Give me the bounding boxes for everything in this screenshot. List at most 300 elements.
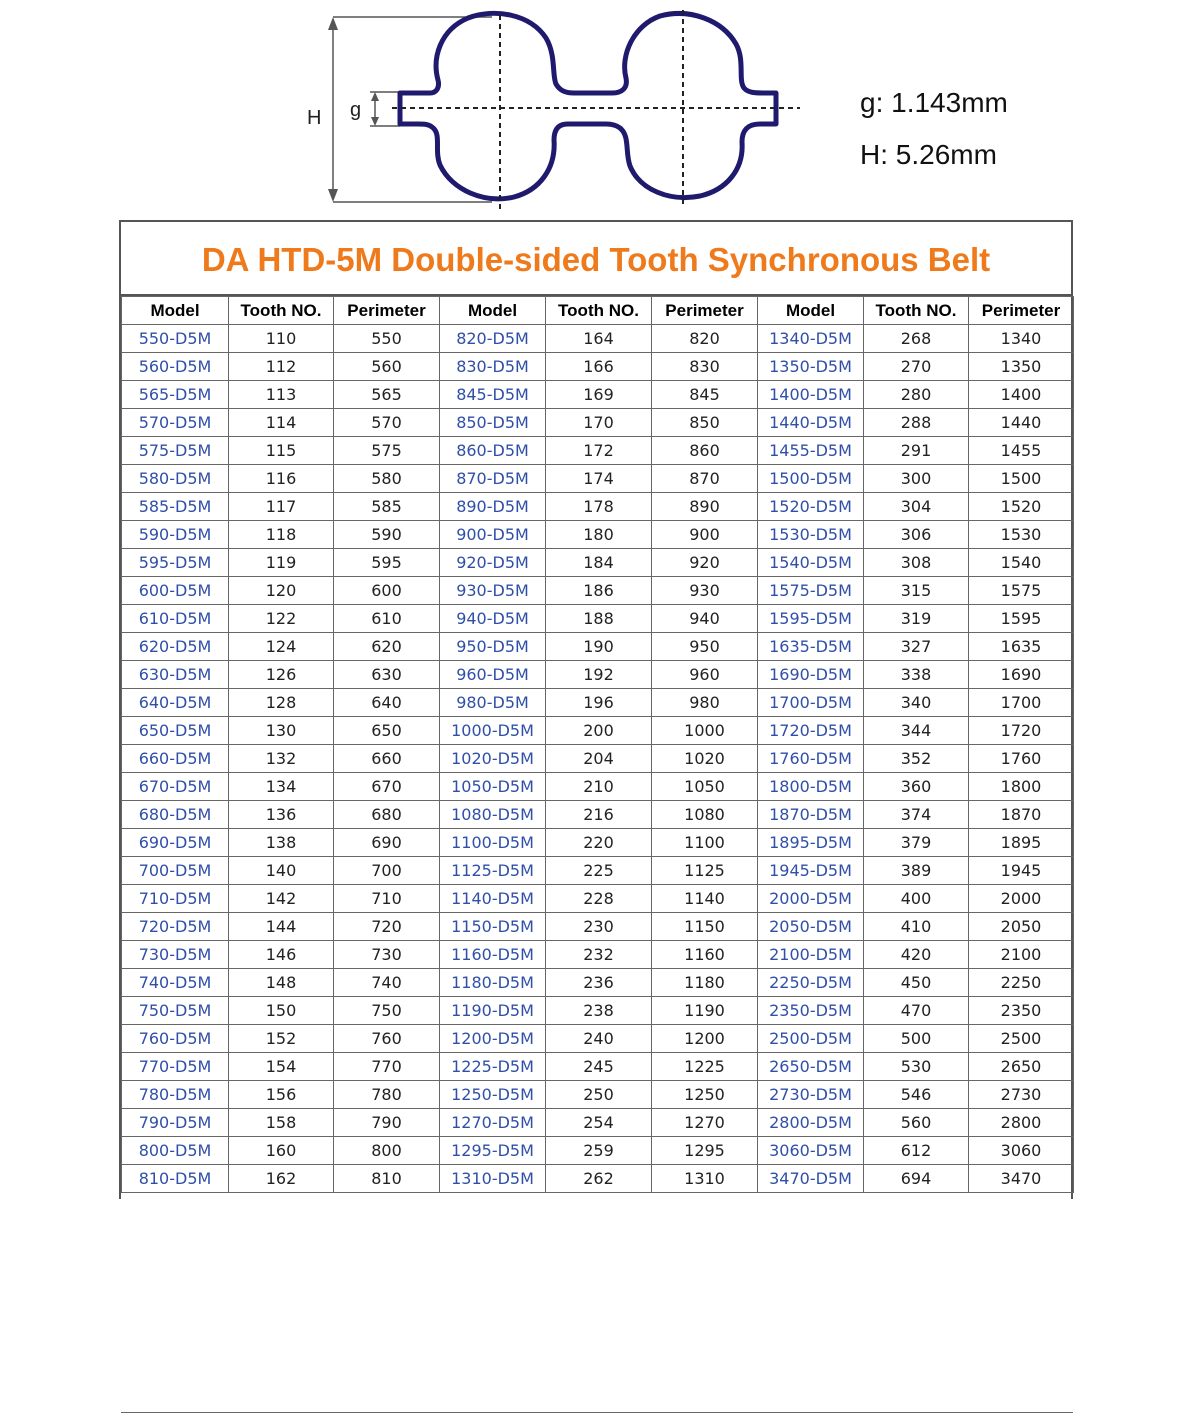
perimeter-cell: 940: [652, 605, 758, 633]
model-cell: 1270-D5M: [440, 1109, 546, 1137]
tooth-count-cell: 470: [864, 997, 969, 1025]
tooth-count-cell: 204: [546, 745, 652, 773]
model-cell: 1125-D5M: [440, 857, 546, 885]
perimeter-cell: 950: [652, 633, 758, 661]
table-row: [122, 1137, 1074, 1165]
tooth-count-cell: 132: [229, 745, 334, 773]
tooth-count-cell: 142: [229, 885, 334, 913]
tooth-count-cell: 228: [546, 885, 652, 913]
model-cell: 680-D5M: [122, 801, 229, 829]
model-cell: 620-D5M: [122, 633, 229, 661]
model-cell: 2650-D5M: [758, 1053, 864, 1081]
model-cell: 1720-D5M: [758, 717, 864, 745]
model-cell: 570-D5M: [122, 409, 229, 437]
tooth-count-cell: 162: [229, 1165, 334, 1193]
model-cell: 1150-D5M: [440, 913, 546, 941]
perimeter-cell: 1440: [969, 409, 1074, 437]
perimeter-cell: 2050: [969, 913, 1074, 941]
model-cell: 730-D5M: [122, 941, 229, 969]
perimeter-cell: 920: [652, 549, 758, 577]
perimeter-cell: 800: [334, 1137, 440, 1165]
model-cell: 2000-D5M: [758, 885, 864, 913]
model-cell: 640-D5M: [122, 689, 229, 717]
tooth-count-cell: 327: [864, 633, 969, 661]
perimeter-cell: 1340: [969, 325, 1074, 353]
tooth-count-cell: 694: [864, 1165, 969, 1193]
perimeter-cell: 630: [334, 661, 440, 689]
table-row: [122, 689, 1074, 717]
model-cell: 1350-D5M: [758, 353, 864, 381]
tooth-count-cell: 250: [546, 1081, 652, 1109]
model-cell: 2050-D5M: [758, 913, 864, 941]
tooth-count-cell: 240: [546, 1025, 652, 1053]
model-cell: 1440-D5M: [758, 409, 864, 437]
model-cell: 1945-D5M: [758, 857, 864, 885]
model-cell: 1520-D5M: [758, 493, 864, 521]
model-cell: 1595-D5M: [758, 605, 864, 633]
tooth-count-cell: 560: [864, 1109, 969, 1137]
tooth-count-cell: 232: [546, 941, 652, 969]
table-row: [122, 1025, 1074, 1053]
tooth-count-cell: 184: [546, 549, 652, 577]
g-label: g: [350, 99, 362, 121]
tooth-count-cell: 150: [229, 997, 334, 1025]
perimeter-cell: 620: [334, 633, 440, 661]
table-row: [122, 997, 1074, 1025]
tooth-count-cell: 156: [229, 1081, 334, 1109]
perimeter-cell: 1000: [652, 717, 758, 745]
model-cell: 1180-D5M: [440, 969, 546, 997]
tooth-count-cell: 130: [229, 717, 334, 745]
tooth-count-cell: 158: [229, 1109, 334, 1137]
tooth-count-cell: 192: [546, 661, 652, 689]
tooth-count-cell: 169: [546, 381, 652, 409]
tooth-count-cell: 200: [546, 717, 652, 745]
tooth-count-cell: 148: [229, 969, 334, 997]
model-cell: 810-D5M: [122, 1165, 229, 1193]
perimeter-cell: 2350: [969, 997, 1074, 1025]
model-cell: 720-D5M: [122, 913, 229, 941]
tooth-count-cell: 116: [229, 465, 334, 493]
tooth-count-cell: 186: [546, 577, 652, 605]
column-header: Tooth NO.: [546, 297, 652, 325]
perimeter-cell: 1520: [969, 493, 1074, 521]
tooth-count-cell: 138: [229, 829, 334, 857]
model-cell: 1530-D5M: [758, 521, 864, 549]
tooth-count-cell: 338: [864, 661, 969, 689]
perimeter-cell: 1800: [969, 773, 1074, 801]
perimeter-cell: 3470: [969, 1165, 1074, 1193]
perimeter-cell: 2800: [969, 1109, 1074, 1137]
model-cell: 590-D5M: [122, 521, 229, 549]
model-cell: 1870-D5M: [758, 801, 864, 829]
perimeter-cell: 1595: [969, 605, 1074, 633]
table-row: [122, 409, 1074, 437]
perimeter-cell: 700: [334, 857, 440, 885]
model-cell: 660-D5M: [122, 745, 229, 773]
tooth-count-cell: 300: [864, 465, 969, 493]
tooth-count-cell: 288: [864, 409, 969, 437]
model-cell: 940-D5M: [440, 605, 546, 633]
tooth-count-cell: 259: [546, 1137, 652, 1165]
model-cell: 2250-D5M: [758, 969, 864, 997]
tooth-count-cell: 164: [546, 325, 652, 353]
perimeter-cell: 660: [334, 745, 440, 773]
perimeter-cell: 1080: [652, 801, 758, 829]
table-row: [122, 717, 1074, 745]
model-cell: 870-D5M: [440, 465, 546, 493]
belt-size-table-panel: [119, 220, 1073, 1199]
model-cell: 580-D5M: [122, 465, 229, 493]
perimeter-cell: 1530: [969, 521, 1074, 549]
perimeter-cell: 2730: [969, 1081, 1074, 1109]
model-cell: 1000-D5M: [440, 717, 546, 745]
perimeter-cell: 1945: [969, 857, 1074, 885]
model-cell: 3470-D5M: [758, 1165, 864, 1193]
tooth-count-cell: 115: [229, 437, 334, 465]
tooth-count-cell: 140: [229, 857, 334, 885]
belt-profile-diagram: [0, 0, 1200, 220]
model-cell: 700-D5M: [122, 857, 229, 885]
table-row: [122, 829, 1074, 857]
column-header: Tooth NO.: [864, 297, 969, 325]
perimeter-cell: 680: [334, 801, 440, 829]
perimeter-cell: 590: [334, 521, 440, 549]
model-cell: 1760-D5M: [758, 745, 864, 773]
model-cell: 1100-D5M: [440, 829, 546, 857]
h-label: H: [307, 107, 322, 129]
perimeter-cell: 1295: [652, 1137, 758, 1165]
model-cell: 1310-D5M: [440, 1165, 546, 1193]
table-row: [122, 381, 1074, 409]
model-cell: 1575-D5M: [758, 577, 864, 605]
perimeter-cell: 1720: [969, 717, 1074, 745]
perimeter-cell: 585: [334, 493, 440, 521]
tooth-count-cell: 154: [229, 1053, 334, 1081]
perimeter-cell: 1575: [969, 577, 1074, 605]
model-cell: 1635-D5M: [758, 633, 864, 661]
table-bottom-edge: [121, 1412, 1073, 1425]
model-cell: 1700-D5M: [758, 689, 864, 717]
tooth-count-cell: 319: [864, 605, 969, 633]
table-row: [122, 521, 1074, 549]
table-row: [122, 1165, 1074, 1193]
model-cell: 950-D5M: [440, 633, 546, 661]
tooth-count-cell: 400: [864, 885, 969, 913]
column-header: Model: [122, 297, 229, 325]
tooth-count-cell: 420: [864, 941, 969, 969]
model-cell: 710-D5M: [122, 885, 229, 913]
perimeter-cell: 1050: [652, 773, 758, 801]
perimeter-cell: 870: [652, 465, 758, 493]
tooth-count-cell: 280: [864, 381, 969, 409]
perimeter-cell: 860: [652, 437, 758, 465]
table-row: [122, 1081, 1074, 1109]
tooth-count-cell: 128: [229, 689, 334, 717]
perimeter-cell: 550: [334, 325, 440, 353]
model-cell: 630-D5M: [122, 661, 229, 689]
tooth-count-cell: 360: [864, 773, 969, 801]
model-cell: 1200-D5M: [440, 1025, 546, 1053]
column-header: Tooth NO.: [229, 297, 334, 325]
tooth-count-cell: 500: [864, 1025, 969, 1053]
model-cell: 690-D5M: [122, 829, 229, 857]
tooth-count-cell: 225: [546, 857, 652, 885]
perimeter-cell: 780: [334, 1081, 440, 1109]
model-cell: 1140-D5M: [440, 885, 546, 913]
table-title: DA HTD-5M Double-sided Tooth Synchronous Belt: [121, 222, 1071, 296]
tooth-count-cell: 530: [864, 1053, 969, 1081]
table-row: [122, 493, 1074, 521]
tooth-count-cell: 144: [229, 913, 334, 941]
tooth-count-cell: 374: [864, 801, 969, 829]
perimeter-cell: 720: [334, 913, 440, 941]
perimeter-cell: 575: [334, 437, 440, 465]
perimeter-cell: 1895: [969, 829, 1074, 857]
tooth-count-cell: 352: [864, 745, 969, 773]
tooth-count-cell: 304: [864, 493, 969, 521]
model-cell: 1225-D5M: [440, 1053, 546, 1081]
table-row: [122, 941, 1074, 969]
perimeter-cell: 960: [652, 661, 758, 689]
perimeter-cell: 830: [652, 353, 758, 381]
model-cell: 1500-D5M: [758, 465, 864, 493]
perimeter-cell: 820: [652, 325, 758, 353]
tooth-count-cell: 245: [546, 1053, 652, 1081]
perimeter-cell: 1190: [652, 997, 758, 1025]
tooth-count-cell: 236: [546, 969, 652, 997]
perimeter-cell: 570: [334, 409, 440, 437]
tooth-count-cell: 546: [864, 1081, 969, 1109]
column-header: Perimeter: [969, 297, 1074, 325]
table-row: [122, 437, 1074, 465]
perimeter-cell: 2500: [969, 1025, 1074, 1053]
tooth-count-cell: 306: [864, 521, 969, 549]
spec-g-value: g: 1.143mm: [860, 87, 1008, 118]
table-row: [122, 913, 1074, 941]
perimeter-cell: 760: [334, 1025, 440, 1053]
tooth-count-cell: 268: [864, 325, 969, 353]
tooth-count-cell: 170: [546, 409, 652, 437]
perimeter-cell: 565: [334, 381, 440, 409]
model-cell: 585-D5M: [122, 493, 229, 521]
perimeter-cell: 1250: [652, 1081, 758, 1109]
table-row: [122, 577, 1074, 605]
tooth-count-cell: 160: [229, 1137, 334, 1165]
perimeter-cell: 1690: [969, 661, 1074, 689]
model-cell: 600-D5M: [122, 577, 229, 605]
table-body: [122, 325, 1074, 1193]
table-row: [122, 465, 1074, 493]
table-header-row: [122, 297, 1074, 325]
tooth-count-cell: 110: [229, 325, 334, 353]
perimeter-cell: 3060: [969, 1137, 1074, 1165]
perimeter-cell: 890: [652, 493, 758, 521]
tooth-count-cell: 114: [229, 409, 334, 437]
model-cell: 2350-D5M: [758, 997, 864, 1025]
tooth-count-cell: 315: [864, 577, 969, 605]
table-row: [122, 1109, 1074, 1137]
tooth-count-cell: 117: [229, 493, 334, 521]
model-cell: 1400-D5M: [758, 381, 864, 409]
perimeter-cell: 2650: [969, 1053, 1074, 1081]
tooth-count-cell: 291: [864, 437, 969, 465]
perimeter-cell: 580: [334, 465, 440, 493]
tooth-count-cell: 196: [546, 689, 652, 717]
perimeter-cell: 740: [334, 969, 440, 997]
column-header: Perimeter: [652, 297, 758, 325]
model-cell: 1540-D5M: [758, 549, 864, 577]
tooth-count-cell: 389: [864, 857, 969, 885]
model-cell: 3060-D5M: [758, 1137, 864, 1165]
tooth-count-cell: 344: [864, 717, 969, 745]
model-cell: 1895-D5M: [758, 829, 864, 857]
tooth-count-cell: 146: [229, 941, 334, 969]
model-cell: 890-D5M: [440, 493, 546, 521]
tooth-count-cell: 178: [546, 493, 652, 521]
perimeter-cell: 1020: [652, 745, 758, 773]
tooth-count-cell: 450: [864, 969, 969, 997]
model-cell: 980-D5M: [440, 689, 546, 717]
perimeter-cell: 1500: [969, 465, 1074, 493]
tooth-count-cell: 118: [229, 521, 334, 549]
model-cell: 1190-D5M: [440, 997, 546, 1025]
table-row: [122, 969, 1074, 997]
model-cell: 2500-D5M: [758, 1025, 864, 1053]
perimeter-cell: 730: [334, 941, 440, 969]
model-cell: 1295-D5M: [440, 1137, 546, 1165]
model-cell: 845-D5M: [440, 381, 546, 409]
model-cell: 670-D5M: [122, 773, 229, 801]
perimeter-cell: 1540: [969, 549, 1074, 577]
column-header: Model: [440, 297, 546, 325]
table-row: [122, 661, 1074, 689]
table-row: [122, 353, 1074, 381]
model-cell: 650-D5M: [122, 717, 229, 745]
table-row: [122, 801, 1074, 829]
perimeter-cell: 900: [652, 521, 758, 549]
perimeter-cell: 2100: [969, 941, 1074, 969]
tooth-count-cell: 238: [546, 997, 652, 1025]
tooth-count-cell: 166: [546, 353, 652, 381]
table-row: [122, 885, 1074, 913]
model-cell: 770-D5M: [122, 1053, 229, 1081]
tooth-count-cell: 134: [229, 773, 334, 801]
model-cell: 1340-D5M: [758, 325, 864, 353]
model-cell: 575-D5M: [122, 437, 229, 465]
model-cell: 820-D5M: [440, 325, 546, 353]
tooth-count-cell: 172: [546, 437, 652, 465]
model-cell: 760-D5M: [122, 1025, 229, 1053]
model-cell: 560-D5M: [122, 353, 229, 381]
tooth-count-cell: 220: [546, 829, 652, 857]
perimeter-cell: 595: [334, 549, 440, 577]
perimeter-cell: 1635: [969, 633, 1074, 661]
model-cell: 790-D5M: [122, 1109, 229, 1137]
tooth-count-cell: 120: [229, 577, 334, 605]
perimeter-cell: 750: [334, 997, 440, 1025]
tooth-count-cell: 308: [864, 549, 969, 577]
table-row: [122, 633, 1074, 661]
belt-size-table: [121, 296, 1074, 1193]
perimeter-cell: 980: [652, 689, 758, 717]
perimeter-cell: 790: [334, 1109, 440, 1137]
model-cell: 2100-D5M: [758, 941, 864, 969]
perimeter-cell: 2000: [969, 885, 1074, 913]
model-cell: 930-D5M: [440, 577, 546, 605]
perimeter-cell: 1180: [652, 969, 758, 997]
tooth-count-cell: 216: [546, 801, 652, 829]
perimeter-cell: 2250: [969, 969, 1074, 997]
table-row: [122, 325, 1074, 353]
tooth-count-cell: 112: [229, 353, 334, 381]
model-cell: 1455-D5M: [758, 437, 864, 465]
perimeter-cell: 610: [334, 605, 440, 633]
tooth-count-cell: 188: [546, 605, 652, 633]
tooth-count-cell: 262: [546, 1165, 652, 1193]
model-cell: 595-D5M: [122, 549, 229, 577]
perimeter-cell: 670: [334, 773, 440, 801]
tooth-count-cell: 340: [864, 689, 969, 717]
tooth-count-cell: 190: [546, 633, 652, 661]
perimeter-cell: 1225: [652, 1053, 758, 1081]
table-row: [122, 605, 1074, 633]
tooth-count-cell: 230: [546, 913, 652, 941]
perimeter-cell: 1160: [652, 941, 758, 969]
perimeter-cell: 1455: [969, 437, 1074, 465]
model-cell: 830-D5M: [440, 353, 546, 381]
perimeter-cell: 1140: [652, 885, 758, 913]
model-cell: 610-D5M: [122, 605, 229, 633]
table-row: [122, 745, 1074, 773]
spec-h-value: H: 5.26mm: [860, 139, 997, 170]
tooth-count-cell: 174: [546, 465, 652, 493]
tooth-count-cell: 254: [546, 1109, 652, 1137]
perimeter-cell: 560: [334, 353, 440, 381]
model-cell: 740-D5M: [122, 969, 229, 997]
model-cell: 960-D5M: [440, 661, 546, 689]
model-cell: 800-D5M: [122, 1137, 229, 1165]
perimeter-cell: 1760: [969, 745, 1074, 773]
tooth-count-cell: 126: [229, 661, 334, 689]
perimeter-cell: 1310: [652, 1165, 758, 1193]
tooth-count-cell: 410: [864, 913, 969, 941]
table-row: [122, 773, 1074, 801]
perimeter-cell: 770: [334, 1053, 440, 1081]
perimeter-cell: 1150: [652, 913, 758, 941]
perimeter-cell: 850: [652, 409, 758, 437]
model-cell: 1020-D5M: [440, 745, 546, 773]
tooth-count-cell: 180: [546, 521, 652, 549]
model-cell: 1800-D5M: [758, 773, 864, 801]
table-row: [122, 1053, 1074, 1081]
model-cell: 2800-D5M: [758, 1109, 864, 1137]
perimeter-cell: 930: [652, 577, 758, 605]
belt-tooth-profile: [400, 13, 776, 198]
column-header: Model: [758, 297, 864, 325]
perimeter-cell: 1400: [969, 381, 1074, 409]
tooth-count-cell: 612: [864, 1137, 969, 1165]
model-cell: 900-D5M: [440, 521, 546, 549]
perimeter-cell: 810: [334, 1165, 440, 1193]
model-cell: 920-D5M: [440, 549, 546, 577]
perimeter-cell: 1100: [652, 829, 758, 857]
model-cell: 850-D5M: [440, 409, 546, 437]
model-cell: 860-D5M: [440, 437, 546, 465]
tooth-count-cell: 113: [229, 381, 334, 409]
model-cell: 2730-D5M: [758, 1081, 864, 1109]
table-row: [122, 549, 1074, 577]
